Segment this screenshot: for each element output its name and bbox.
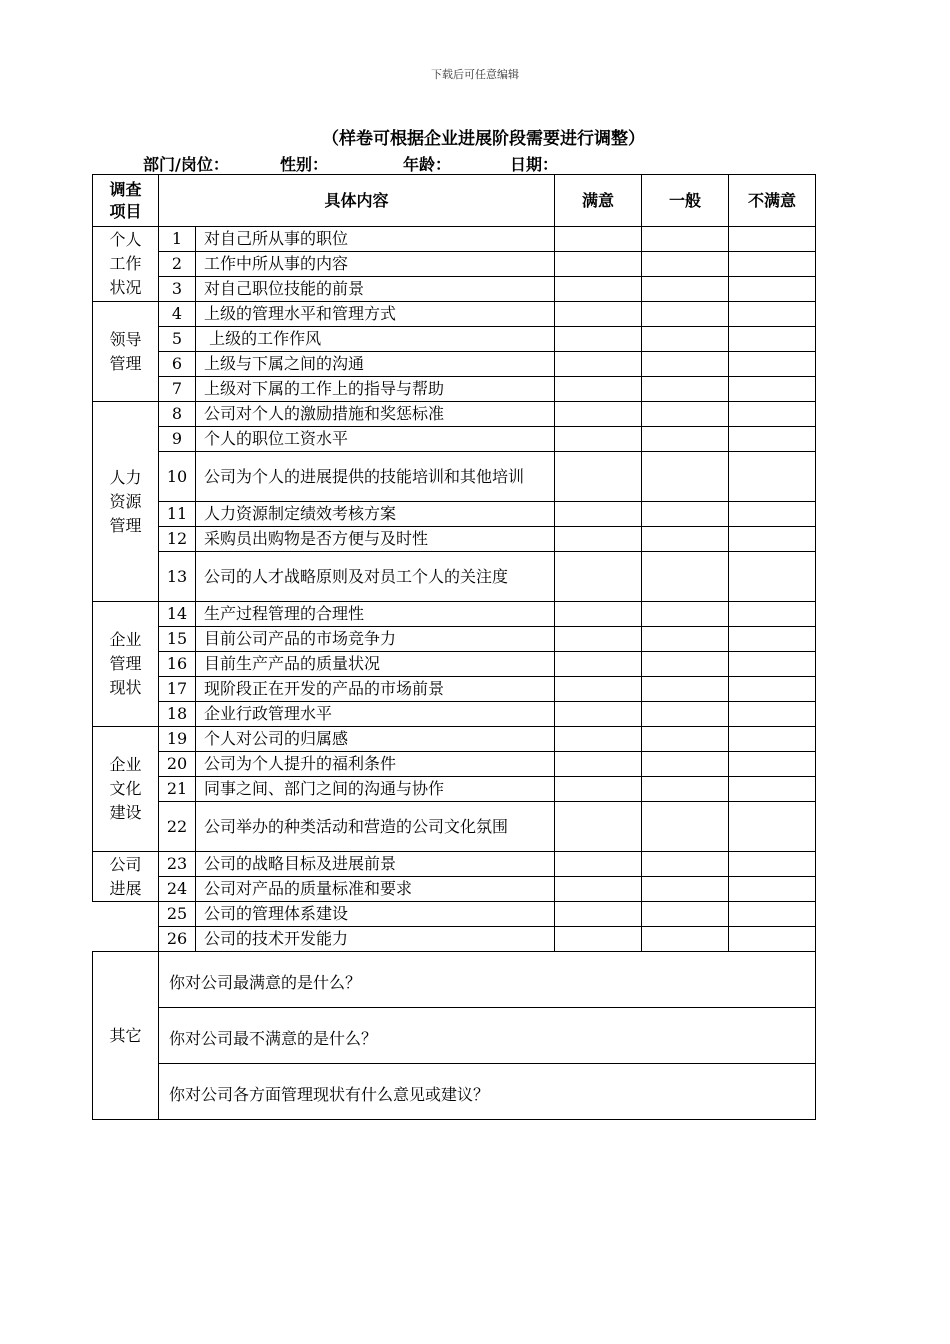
category-leadership: 领导 管理 [93,302,159,402]
average-cell[interactable] [642,277,729,302]
dissatisfied-cell[interactable] [729,527,816,552]
item-text: 目前公司产品的市场竞争力 [196,627,555,652]
average-cell[interactable] [642,702,729,727]
item-number: 23 [159,852,196,877]
satisfaction-survey-table [92,174,816,1120]
average-cell[interactable] [642,852,729,877]
satisfied-cell[interactable] [555,377,642,402]
header-content: 具体内容 [159,175,555,227]
item-number: 9 [159,427,196,452]
item-number: 24 [159,877,196,902]
item-number: 25 [159,902,196,927]
item-number: 1 [159,227,196,252]
dissatisfied-cell[interactable] [729,627,816,652]
satisfied-cell[interactable] [555,352,642,377]
download-note: 下载后可任意编辑 [431,68,519,81]
date-field-label: 日期： [510,155,559,174]
satisfied-cell[interactable] [555,452,642,502]
item-number: 22 [159,802,196,852]
survey-subtitle: （样卷可根据企业进展阶段需要进行调整） [322,129,645,149]
category-hr: 人力 资源 管理 [93,402,159,602]
dissatisfied-cell[interactable] [729,702,816,727]
category-personal-work: 个人 工作 状况 [93,227,159,302]
item-text: 公司为个人的进展提供的技能培训和其他培训 [196,452,555,502]
item-text: 个人对公司的归属感 [196,727,555,752]
dissatisfied-cell[interactable] [729,377,816,402]
item-text: 工作中所从事的内容 [196,252,555,277]
item-text: 公司对产品的质量标准和要求 [196,877,555,902]
item-text: 现阶段正在开发的产品的市场前景 [196,677,555,702]
item-text: 公司为个人提升的福利条件 [196,752,555,777]
item-text: 个人的职位工资水平 [196,427,555,452]
average-cell[interactable] [642,427,729,452]
item-text: 企业行政管理水平 [196,702,555,727]
dissatisfied-cell[interactable] [729,852,816,877]
item-number: 15 [159,627,196,652]
satisfied-cell[interactable] [555,627,642,652]
average-cell[interactable] [642,377,729,402]
blank-category-cell [93,902,159,952]
average-cell[interactable] [642,402,729,427]
category-company-development: 公司 进展 [93,852,159,902]
dissatisfied-cell[interactable] [729,402,816,427]
dissatisfied-cell[interactable] [729,327,816,352]
item-text: 公司举办的种类活动和营造的公司文化氛围 [196,802,555,852]
dissatisfied-cell[interactable] [729,927,816,952]
item-number: 18 [159,702,196,727]
satisfied-cell[interactable] [555,852,642,877]
category-enterprise-management: 企业 管理 现状 [93,602,159,727]
category-corporate-culture: 企业 文化 建设 [93,727,159,852]
item-number: 3 [159,277,196,302]
item-text: 公司的技术开发能力 [196,927,555,952]
average-cell[interactable] [642,227,729,252]
dissatisfied-cell[interactable] [729,777,816,802]
average-cell[interactable] [642,552,729,602]
satisfied-cell[interactable] [555,652,642,677]
average-cell[interactable] [642,727,729,752]
item-text: 上级对下属的工作上的指导与帮助 [196,377,555,402]
average-cell[interactable] [642,352,729,377]
satisfied-cell[interactable] [555,327,642,352]
header-category: 调查 项目 [93,175,159,227]
item-number: 4 [159,302,196,327]
dissatisfied-cell[interactable] [729,227,816,252]
header-dissatisfied: 不满意 [729,175,816,227]
dissatisfied-cell[interactable] [729,277,816,302]
average-cell[interactable] [642,902,729,927]
satisfied-cell[interactable] [555,227,642,252]
dissatisfied-cell[interactable] [729,727,816,752]
open-question-suggestions[interactable]: 你对公司各方面管理现状有什么意见或建议？ [159,1064,816,1120]
dissatisfied-cell[interactable] [729,752,816,777]
satisfied-cell[interactable] [555,302,642,327]
item-number: 12 [159,527,196,552]
dissatisfied-cell[interactable] [729,302,816,327]
open-question-most-dissatisfied[interactable]: 你对公司最不满意的是什么？ [159,1008,816,1064]
satisfied-cell[interactable] [555,902,642,927]
item-number: 19 [159,727,196,752]
item-text: 上级与下属之间的沟通 [196,352,555,377]
average-cell[interactable] [642,627,729,652]
item-number: 2 [159,252,196,277]
satisfied-cell[interactable] [555,502,642,527]
item-number: 20 [159,752,196,777]
satisfied-cell[interactable] [555,602,642,627]
satisfied-cell[interactable] [555,802,642,852]
average-cell[interactable] [642,327,729,352]
category-other: 其它 [93,952,159,1120]
average-cell[interactable] [642,802,729,852]
gender-field-label: 性别： [280,155,329,174]
item-number: 14 [159,602,196,627]
average-cell[interactable] [642,652,729,677]
item-text: 目前生产产品的质量状况 [196,652,555,677]
average-cell[interactable] [642,677,729,702]
satisfied-cell[interactable] [555,402,642,427]
item-number: 7 [159,377,196,402]
item-text: 上级的管理水平和管理方式 [196,302,555,327]
dissatisfied-cell[interactable] [729,427,816,452]
item-text: 公司对个人的激励措施和奖惩标准 [196,402,555,427]
item-text: 人力资源制定绩效考核方案 [196,502,555,527]
item-text: 采购员出购物是否方便与及时性 [196,527,555,552]
average-cell[interactable] [642,452,729,502]
average-cell[interactable] [642,302,729,327]
respondent-fields [0,150,950,174]
item-text: 生产过程管理的合理性 [196,602,555,627]
dissatisfied-cell[interactable] [729,352,816,377]
item-text: 同事之间、部门之间的沟通与协作 [196,777,555,802]
average-cell[interactable] [642,777,729,802]
satisfied-cell[interactable] [555,777,642,802]
item-text: 对自己职位技能的前景 [196,277,555,302]
item-text: 公司的人才战略原则及对员工个人的关注度 [196,552,555,602]
item-text: 对自己所从事的职位 [196,227,555,252]
department-field-label: 部门/岗位： [143,155,229,174]
item-number: 10 [159,452,196,502]
satisfied-cell[interactable] [555,677,642,702]
average-cell[interactable] [642,252,729,277]
item-number: 8 [159,402,196,427]
item-number: 17 [159,677,196,702]
average-cell[interactable] [642,877,729,902]
item-number: 21 [159,777,196,802]
dissatisfied-cell[interactable] [729,602,816,627]
item-text: 公司的管理体系建设 [196,902,555,927]
dissatisfied-cell[interactable] [729,502,816,527]
satisfied-cell[interactable] [555,752,642,777]
satisfied-cell[interactable] [555,702,642,727]
open-question-most-satisfied[interactable]: 你对公司最满意的是什么？ [159,952,816,1008]
header-satisfied: 满意 [555,175,642,227]
dissatisfied-cell[interactable] [729,902,816,927]
satisfied-cell[interactable] [555,427,642,452]
age-field-label: 年龄： [403,155,452,174]
satisfied-cell[interactable] [555,252,642,277]
item-number: 6 [159,352,196,377]
satisfied-cell[interactable] [555,727,642,752]
average-cell[interactable] [642,502,729,527]
satisfied-cell[interactable] [555,552,642,602]
item-number: 5 [159,327,196,352]
item-text: 上级的工作作风 [196,327,555,352]
satisfied-cell[interactable] [555,277,642,302]
dissatisfied-cell[interactable] [729,652,816,677]
header-average: 一般 [642,175,729,227]
dissatisfied-cell[interactable] [729,552,816,602]
dissatisfied-cell[interactable] [729,877,816,902]
item-number: 16 [159,652,196,677]
item-number: 11 [159,502,196,527]
average-cell[interactable] [642,927,729,952]
item-number: 13 [159,552,196,602]
dissatisfied-cell[interactable] [729,252,816,277]
satisfied-cell[interactable] [555,527,642,552]
item-text: 公司的战略目标及进展前景 [196,852,555,877]
average-cell[interactable] [642,527,729,552]
dissatisfied-cell[interactable] [729,452,816,502]
average-cell[interactable] [642,602,729,627]
dissatisfied-cell[interactable] [729,802,816,852]
item-number: 26 [159,927,196,952]
satisfied-cell[interactable] [555,927,642,952]
average-cell[interactable] [642,752,729,777]
dissatisfied-cell[interactable] [729,677,816,702]
satisfied-cell[interactable] [555,877,642,902]
